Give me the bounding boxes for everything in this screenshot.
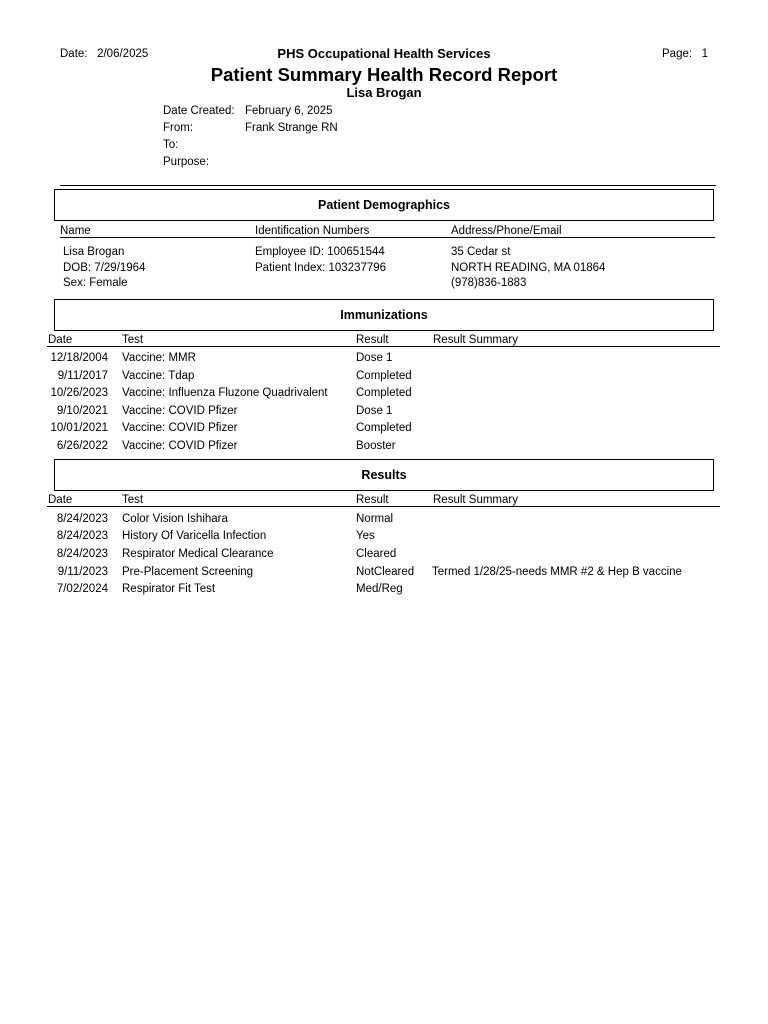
row-result: Yes (356, 530, 375, 542)
header-divider (60, 185, 716, 186)
report-date-label: Date: (60, 48, 88, 60)
col-header-ids: Identification Numbers (255, 225, 370, 237)
row-result: Dose 1 (356, 405, 393, 417)
row-date: 9/11/2017 (57, 370, 108, 382)
immunizations-title: Immunizations (340, 308, 428, 322)
row-test: Vaccine: Influenza Fluzone Quadrivalent (122, 387, 328, 399)
res-col-result: Result (356, 494, 389, 506)
row-result: Completed (356, 370, 412, 382)
row-test: Vaccine: COVID Pfizer (122, 405, 238, 417)
row-summary: Termed 1/28/25-needs MMR #2 & Hep B vaccine (432, 566, 682, 578)
row-date: 12/18/2004 (50, 352, 108, 364)
row-test: Respirator Medical Clearance (122, 548, 274, 560)
row-date: 8/24/2023 (56, 530, 108, 542)
to-label: To: (163, 139, 179, 151)
imm-col-date: Date (48, 334, 73, 346)
row-result: Booster (356, 440, 396, 452)
date-created-label: Date Created: (163, 105, 235, 117)
imm-col-result: Result (356, 334, 389, 346)
row-result: Med/Reg (356, 583, 403, 595)
row-date: 6/26/2022 (56, 440, 108, 452)
results-title: Results (361, 468, 407, 482)
demographics-section-header (54, 189, 714, 221)
page-value: 1 (701, 48, 709, 60)
row-date: 9/10/2021 (56, 405, 108, 417)
employee-id: Employee ID: 100651544 (255, 246, 385, 258)
row-test: History Of Varicella Infection (122, 530, 267, 542)
row-result: Completed (356, 387, 412, 399)
from-label: From: (163, 122, 194, 134)
row-result: Cleared (356, 548, 397, 560)
demographics-title: Patient Demographics (318, 198, 450, 212)
immunizations-header-underline (47, 346, 720, 347)
patient-name-heading: Lisa Brogan (346, 85, 422, 100)
row-test: Vaccine: COVID Pfizer (122, 422, 238, 434)
row-result: NotCleared (356, 566, 415, 578)
row-result: Completed (356, 422, 412, 434)
row-result: Dose 1 (356, 352, 393, 364)
purpose-label: Purpose: (163, 156, 210, 168)
res-col-test: Test (122, 494, 144, 506)
patient-name: Lisa Brogan (63, 246, 125, 258)
page-label: Page: (662, 48, 693, 60)
imm-col-summary: Result Summary (433, 334, 518, 346)
res-col-summary: Result Summary (433, 494, 518, 506)
row-test: Respirator Fit Test (122, 583, 216, 595)
demographics-header-underline (60, 237, 715, 238)
results-header-underline (47, 506, 720, 507)
row-date: 8/24/2023 (56, 548, 108, 560)
row-result: Normal (356, 513, 394, 525)
report-title: Patient Summary Health Record Report (210, 64, 558, 85)
date-created-value: February 6, 2025 (245, 105, 333, 117)
patient-sex: Sex: Female (63, 277, 128, 289)
page-number (662, 48, 708, 60)
row-date: 10/01/2021 (50, 422, 108, 434)
phone-number: (978)836-1883 (451, 277, 527, 289)
res-col-date: Date (48, 494, 73, 506)
col-header-address: Address/Phone/Email (451, 225, 562, 237)
row-test: Color Vision Ishihara (122, 513, 228, 525)
imm-col-test: Test (122, 334, 144, 346)
row-date: 7/02/2024 (56, 583, 108, 595)
row-date: 8/24/2023 (56, 513, 108, 525)
immunizations-section-header (54, 299, 714, 331)
patient-dob: DOB: 7/29/1964 (63, 262, 146, 274)
row-date: 10/26/2023 (50, 387, 108, 399)
row-test: Pre-Placement Screening (122, 566, 254, 578)
address-line1: 35 Cedar st (451, 246, 511, 258)
row-test: Vaccine: Tdap (122, 370, 195, 382)
from-value: Frank Strange RN (245, 122, 338, 134)
row-test: Vaccine: COVID Pfizer (122, 440, 238, 452)
organization-name: PHS Occupational Health Services (277, 46, 491, 61)
row-date: 9/11/2023 (57, 566, 108, 578)
address-line2: NORTH READING, MA 01864 (451, 262, 606, 274)
col-header-name: Name (60, 225, 91, 237)
patient-index: Patient Index: 103237796 (255, 262, 387, 274)
row-test: Vaccine: MMR (122, 352, 196, 364)
report-date-value: 2/06/2025 (97, 48, 149, 60)
results-section-header (54, 459, 714, 491)
